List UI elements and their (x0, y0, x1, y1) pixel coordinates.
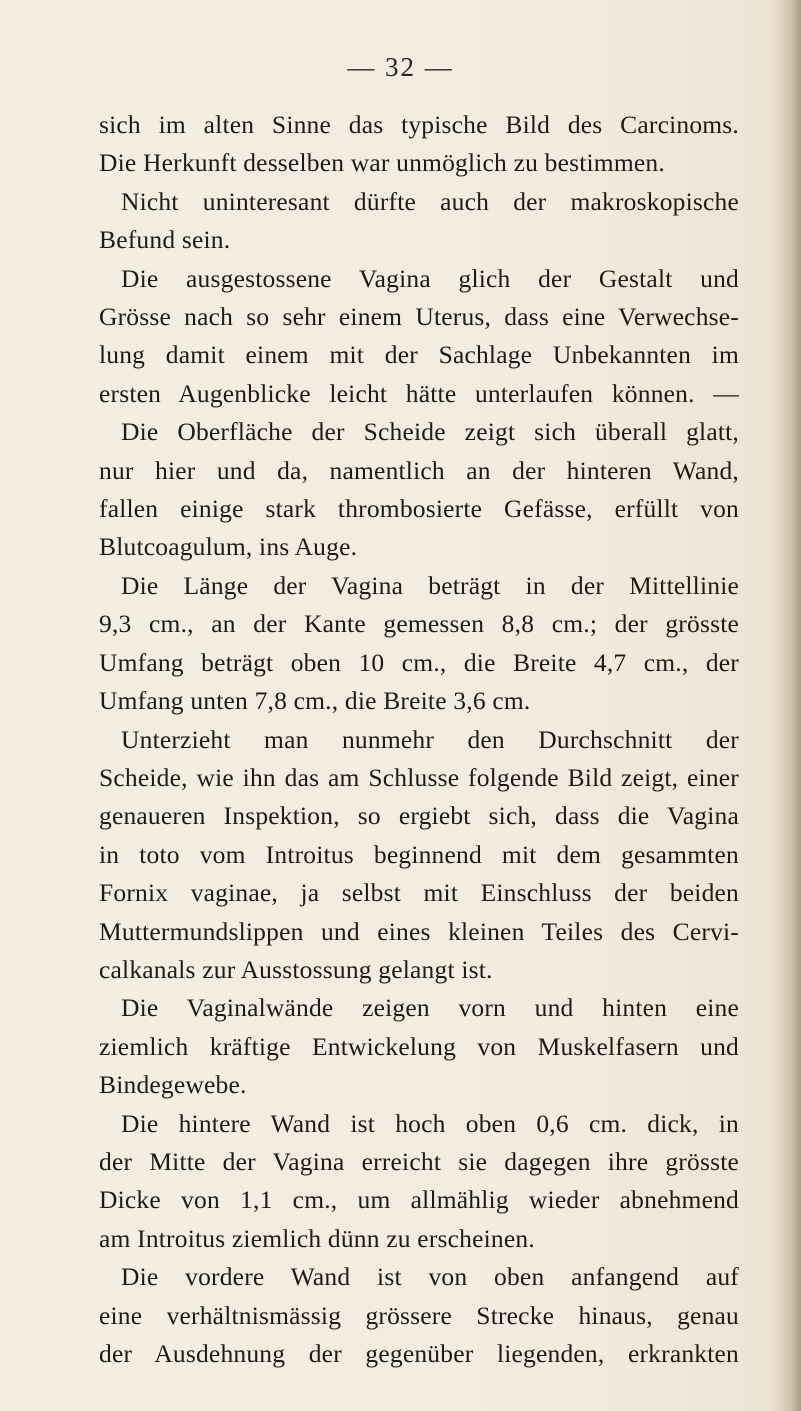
text-line: Die Herkunft desselben war unmöglich zu bestimmen. (99, 148, 665, 178)
text-line: ersten Augenblicke leicht hätte unterlaufen können. — (99, 378, 739, 408)
text-line: Umfang unten 7,8 cm., die Breite 3,6 cm. (99, 686, 531, 716)
paragraph (99, 1105, 739, 1259)
text-line: Dicke von 1,1 cm., um allmählig wieder abnehmend (99, 1185, 739, 1215)
text-line: 9,3 cm., an der Kante gemessen 8,8 cm.; der grösste (99, 609, 739, 639)
paragraph (99, 413, 739, 567)
text-line: Bindegewebe. (99, 1070, 247, 1100)
text-line: der Mitte der Vagina erreicht sie dagegen ihre grösste (99, 1146, 739, 1176)
text-line: Die ausgestossene Vagina glich der Gestalt und (121, 263, 739, 293)
text-line: Nicht uninteresant dürfte auch der makroskopische (121, 186, 739, 216)
text-line: fallen einige stark thrombosierte Gefässe, erfüllt von (99, 494, 739, 524)
text-line: Unterzieht man nunmehr den Durchschnitt der (121, 724, 739, 754)
body-text (99, 106, 739, 1373)
page-number: — 32 — (347, 52, 454, 82)
text-line: Grösse nach so sehr einem Uterus, dass eine Verwechse- (99, 302, 739, 332)
text-line: lung damit einem mit der Sachlage Unbekannten im (99, 340, 739, 370)
text-line: Die vordere Wand ist von oben anfangend auf (121, 1262, 739, 1292)
page-edge-shadow (775, 0, 801, 1411)
text-line: calkanals zur Ausstossung gelangt ist. (99, 954, 493, 984)
text-line: der Ausdehnung der gegenüber liegenden, erkrankten (99, 1339, 739, 1368)
text-line: Muttermundslippen und eines kleinen Teiles des Cervi- (99, 916, 739, 946)
text-line: am Introitus ziemlich dünn zu erscheinen. (99, 1223, 535, 1253)
text-line: Die Oberfläche der Scheide zeigt sich überall glatt, (121, 417, 739, 447)
paragraph (99, 183, 739, 260)
paragraph (99, 567, 739, 721)
paragraph (99, 260, 739, 414)
text-line: sich im alten Sinne das typische Bild des Carcinoms. (99, 110, 739, 139)
text-line: Befund sein. (99, 225, 231, 255)
text-line: Umfang beträgt oben 10 cm., die Breite 4,7 cm., der (99, 647, 739, 677)
text-line: nur hier und da, namentlich an der hinteren Wand, (99, 455, 739, 485)
paragraph (99, 106, 739, 183)
text-line: Die hintere Wand ist hoch oben 0,6 cm. dick, in (121, 1108, 739, 1138)
text-line: genaueren Inspektion, so ergiebt sich, dass die Vagina (99, 801, 739, 831)
paragraph (99, 721, 739, 990)
text-line: ziemlich kräftige Entwickelung von Muskelfasern und (99, 1031, 739, 1061)
text-line: in toto vom Introitus beginnend mit dem gesammten (99, 839, 739, 869)
paragraph (99, 989, 739, 1104)
text-line: Die Länge der Vagina beträgt in der Mittellinie (121, 570, 739, 600)
text-line: Blutcoagulum, ins Auge. (99, 532, 358, 562)
text-line: Fornix vaginae, ja selbst mit Einschluss der beiden (99, 878, 739, 908)
text-line: Scheide, wie ihn das am Schlusse folgende Bild zeigt, einer (99, 762, 739, 792)
text-line: Die Vaginalwände zeigen vorn und hinten eine (121, 993, 739, 1023)
text-line: eine verhältnismässig grössere Strecke hinaus, genau (99, 1300, 739, 1330)
paragraph (99, 1258, 739, 1373)
